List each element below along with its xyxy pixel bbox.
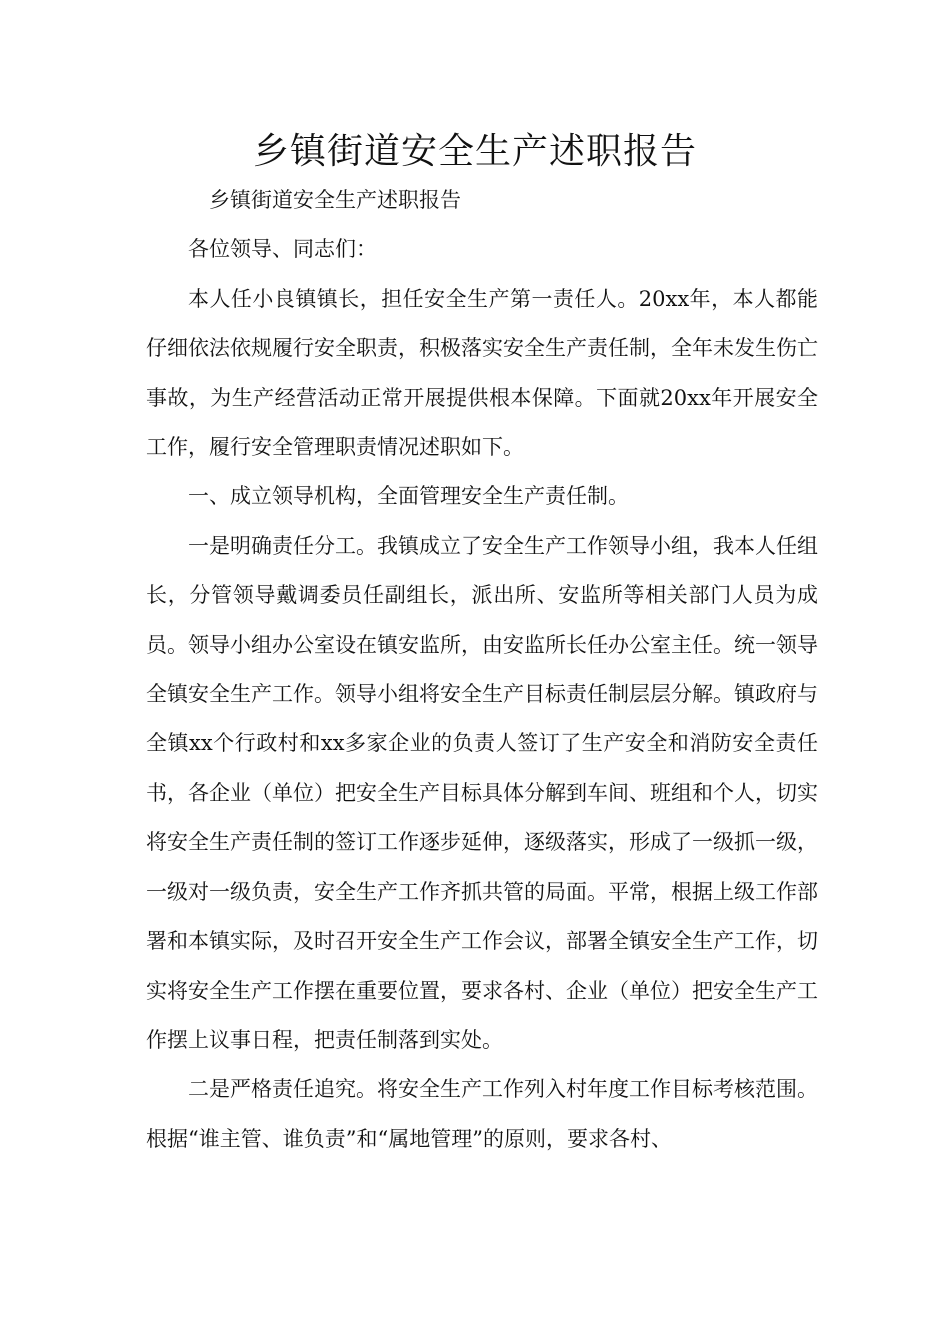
- document-body: [146, 176, 818, 1164]
- document-title: 乡镇街道安全生产述职报告: [252, 131, 697, 172]
- salutation-paragraph: 各位领导、同志们：: [188, 237, 377, 262]
- body-paragraph-accountability: 二是严格责任追究。将安全生产工作列入村年度工作目标考核范围。根据“谁主管、谁负责”和“属地管理”的原则，要求各村、: [146, 1077, 818, 1151]
- intro-paragraph: 本人任小良镇镇长，担任安全生产第一责任人。20xx年，本人都能仔细依法依规履行安全职责，积极落实安全生产责任制，全年未发生伤亡事故，为生产经营活动正常开展提供根本保障。下面就20xx年开展安全工作，履行安全管理职责情况述职如下。: [146, 286, 818, 460]
- body-paragraph-responsibility: 一是明确责任分工。我镇成立了安全生产工作领导小组，我本人任组长，分管领导戴调委员任副组长，派出所、安监所等相关部门人员为成员。领导小组办公室设在镇安监所，由安监所长任办公室主任。统一领导全镇安全生产工作。领导小组将安全生产目标责任制层层分解。镇政府与全镇xx个行政村和xx多家企业的负责人签订了生产安全和消防安全责任书，各企业（单位）把安全生产目标具体分解到车间、班组和个人，切实将安全生产责任制的签订工作逐步延伸，逐级落实，形成了一级抓一级，一级对一级负责，安全生产工作齐抓共管的局面。平常，根据上级工作部署和本镇实际，及时召开安全生产工作会议，部署全镇安全生产工作，切实将安全生产工作摆在重要位置，要求各村、企业（单位）把安全生产工作摆上议事日程，把责任制落到实处。: [146, 533, 818, 1052]
- section-heading-1: 一、成立领导机构，全面管理安全生产责任制。: [188, 484, 629, 509]
- subtitle-paragraph: 乡镇街道安全生产述职报告: [209, 188, 461, 212]
